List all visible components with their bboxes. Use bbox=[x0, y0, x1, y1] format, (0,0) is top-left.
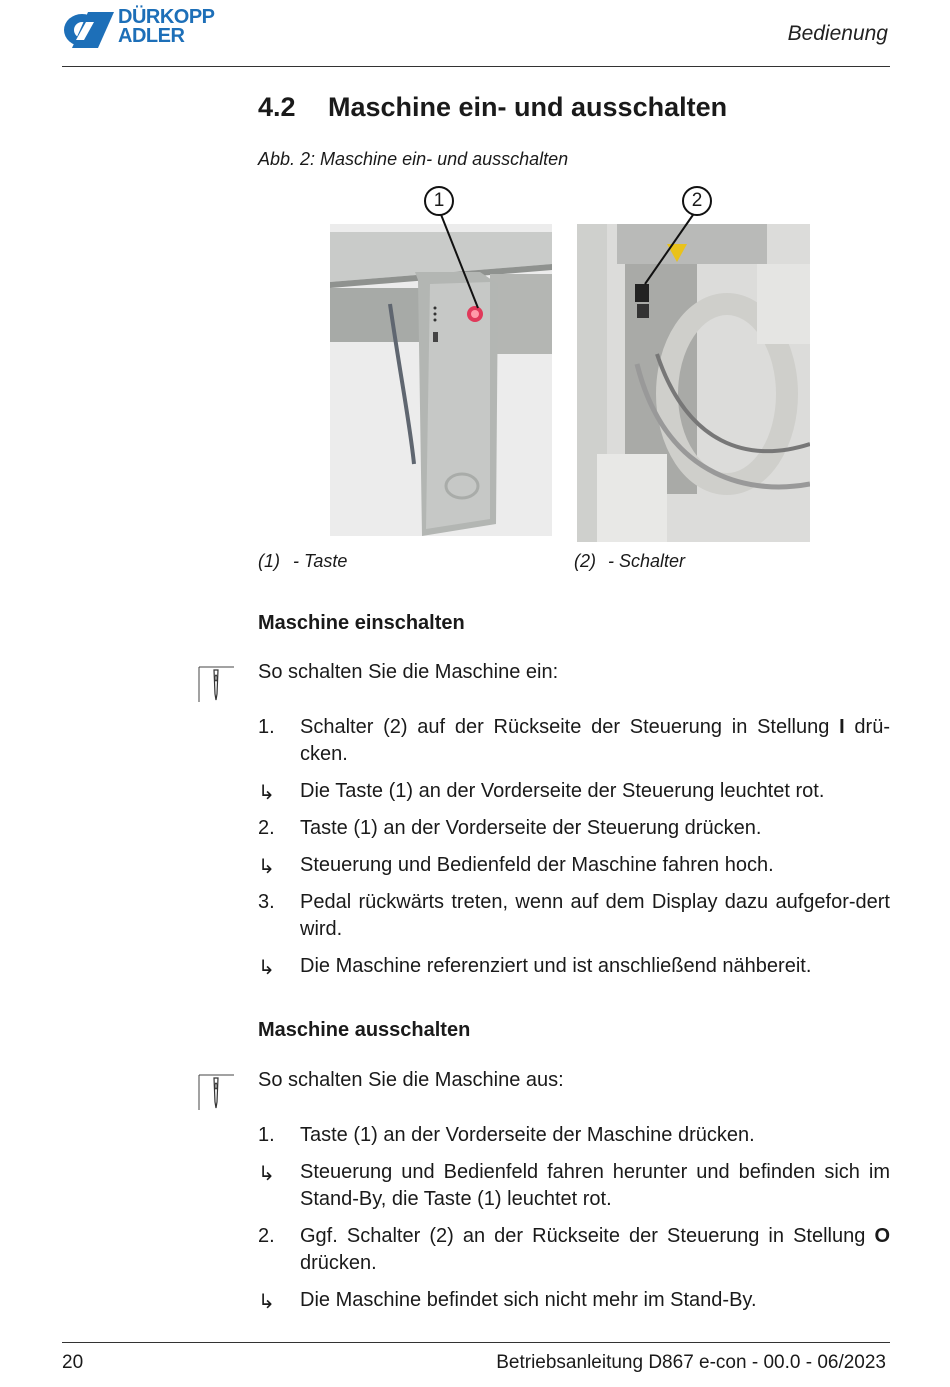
section-number: 4.2 bbox=[258, 92, 296, 122]
result-text: Steuerung und Bedienfeld fahren herunter und befinden sich im Stand-By, die Taste (1) leuchtet rot. bbox=[300, 1161, 890, 1210]
legend-2-number: (2) bbox=[574, 551, 596, 571]
subheading-off: Maschine ausschalten bbox=[258, 1019, 471, 1041]
switch-position-label: O bbox=[874, 1225, 890, 1247]
result-arrow-icon: ↳ bbox=[258, 782, 275, 804]
step-text bbox=[300, 1223, 890, 1277]
step-text-part: Schalter (2) auf der Rückseite der Steuerung in Stellung bbox=[300, 716, 840, 738]
step-marker: 1. bbox=[258, 716, 275, 738]
subheading-on: Maschine einschalten bbox=[258, 612, 465, 634]
step-text: Taste (1) an der Vorderseite der Maschine drücken. bbox=[300, 1124, 755, 1146]
logo-line-1: DÜRKOPP bbox=[118, 6, 215, 28]
document-reference: Betriebsanleitung D867 e-con - 00.0 - 06/2023 bbox=[496, 1352, 886, 1373]
section-label: Bedienung bbox=[787, 22, 888, 45]
result-arrow-icon: ↳ bbox=[258, 1291, 275, 1313]
step-marker: 2. bbox=[258, 817, 275, 839]
callout-leader-lines bbox=[300, 180, 820, 320]
step-marker: 2. bbox=[258, 1225, 275, 1247]
callout-2: 2 bbox=[682, 186, 712, 216]
step-text-part: Ggf. Schalter (2) an der Rückseite der Steuerung in Stellung bbox=[300, 1225, 875, 1247]
result-text: Die Maschine befindet sich nicht mehr im Stand-By. bbox=[300, 1289, 757, 1311]
result-text: Die Maschine referenziert und ist anschließend nähbereit. bbox=[300, 955, 812, 977]
page-title: Maschine ein- und ausschalten bbox=[328, 92, 728, 122]
logo-line-2: ADLER bbox=[118, 25, 185, 47]
legend-2-text: - Schalter bbox=[608, 551, 686, 571]
step-text: Taste (1) an der Vorderseite der Steuerung drücken. bbox=[300, 817, 762, 839]
step-text bbox=[300, 714, 890, 768]
header-divider bbox=[62, 66, 890, 67]
page-number: 20 bbox=[62, 1352, 84, 1373]
step-marker: 1. bbox=[258, 1124, 275, 1146]
step-text-part: drü-cken. bbox=[300, 716, 891, 765]
needle-icon bbox=[198, 1074, 234, 1110]
needle-icon bbox=[198, 666, 234, 702]
intro-off: So schalten Sie die Maschine aus: bbox=[258, 1069, 564, 1091]
result-arrow-icon: ↳ bbox=[258, 1163, 275, 1185]
callout-1: 1 bbox=[424, 186, 454, 216]
switch-position-label: I bbox=[839, 716, 845, 738]
legend-1-number: (1) bbox=[258, 551, 280, 571]
figure-caption: Abb. 2: Maschine ein- und ausschalten bbox=[258, 149, 569, 169]
result-arrow-icon: ↳ bbox=[258, 957, 275, 979]
step-text-part: drücken. bbox=[300, 1252, 377, 1274]
intro-on: So schalten Sie die Maschine ein: bbox=[258, 661, 559, 683]
result-text: Steuerung und Bedienfeld der Maschine fahren hoch. bbox=[300, 854, 774, 876]
result-arrow-icon: ↳ bbox=[258, 856, 275, 878]
footer-divider bbox=[62, 1342, 890, 1343]
logo-text bbox=[118, 8, 215, 46]
result-text: Die Taste (1) an der Vorderseite der Steuerung leuchtet rot. bbox=[300, 780, 825, 802]
legend-1-text: - Taste bbox=[293, 551, 348, 571]
step-text: Pedal rückwärts treten, wenn auf dem Display dazu aufgefor-dert wird. bbox=[300, 891, 890, 940]
step-marker: 3. bbox=[258, 891, 275, 913]
